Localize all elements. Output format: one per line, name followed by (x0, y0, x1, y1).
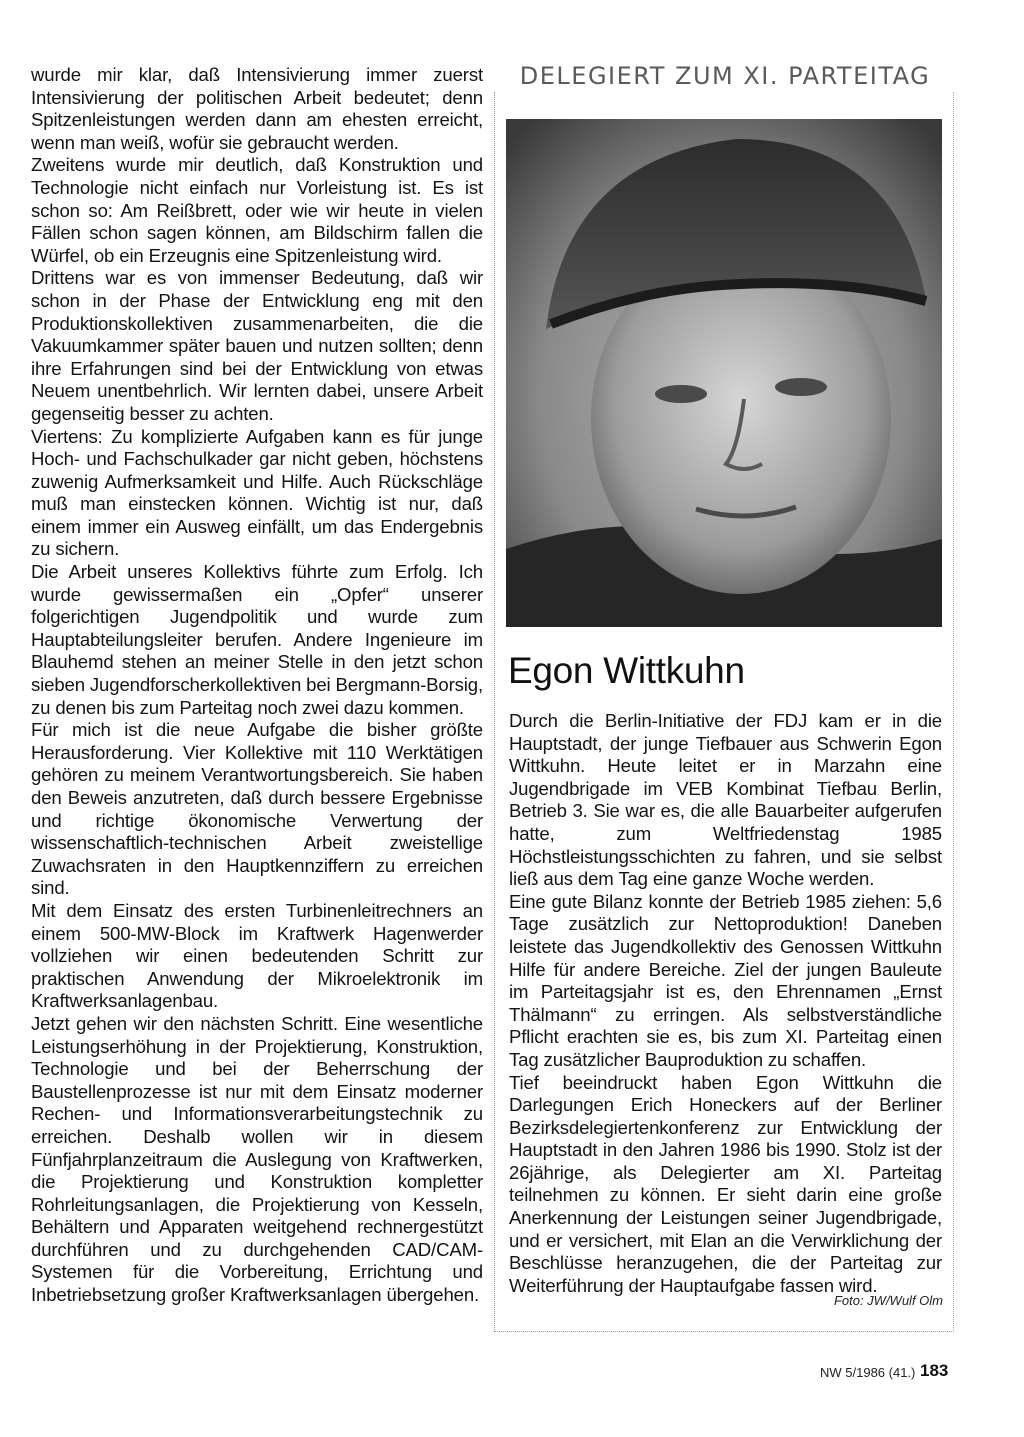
body-paragraph: Für mich ist die neue Aufgabe die bisher größte Herausforderung. Vier Kollektive mit 110 Werktätigen gehören zu meinem Verantwortungsbereich. Sie haben den Beweis anzutreten, daß durch bessere Ergebnisse und richtige ökonomische Verwertung der wissenschaftlich-technischen Arbeit zweistellige Zuwachsraten in den Hauptkennziffern zu erreichen sind. (31, 719, 483, 899)
sidebar-border-bottom (494, 1331, 954, 1332)
profile-body (509, 710, 942, 1297)
page-number: 183 (920, 1361, 949, 1380)
body-paragraph: Mit dem Einsatz des ersten Turbinenleitrechners an einem 500-MW-Block im Kraftwerk Hagenwerder vollziehen wir einen bedeutenden Schritt zur praktischen Anwendung der Mikroelektronik im Kraftwerksanlagenbau. (31, 899, 483, 1012)
issue-label: NW 5/1986 (41.) (820, 1365, 916, 1380)
article-body (31, 64, 483, 1307)
photo-credit: Foto: JW/Wulf Olm (833, 1293, 943, 1308)
body-paragraph: Jetzt gehen wir den nächsten Schritt. Eine wesentliche Leistungserhöhung in der Projektierung, Konstruktion, Technologie und bei der Beherrschung der Baustellenprozesse ist nur mit dem Einsatz moderner Rechen- und Informationsverarbeitungstechnik zu erreichen. Deshalb wollen wir in diesem Fünfjahrplanzeitraum die Auslegung von Kraftwerken, die Projektierung und Konstruktion kompletter Rohrleitungsanlagen, die Projektierung von Kesseln, Behältern und Apparaten weitgehend rechnergestützt durchführen und zu durchgehenden CAD/CAM-Systemen für die Vorbereitung, Errichtung und Inbetriebsetzung großer Kraftwerksanlagen übergehen. (31, 1012, 483, 1306)
profile-name-heading: Egon Wittkuhn (508, 650, 745, 691)
body-paragraph: Viertens: Zu komplizierte Aufgaben kann es für junge Hoch- und Fachschulkader gar nicht geben, höchstens zuwenig Aufmerksamkeit und Hilfe. Auch Rückschläge muß man einstecken können. Wichtig ist nur, daß einem immer ein Ausweg einfällt, um das Endergebnis zu sichern. (31, 425, 483, 560)
body-paragraph: wurde mir klar, daß Intensivierung immer zuerst Intensivierung der politischen Arbeit bedeutet; denn Spitzenleistungen werden dann am ehesten erreicht, wenn man weiß, wofür sie gebraucht werden. (31, 64, 483, 153)
sidebar-border-right (953, 92, 954, 1332)
profile-paragraph: Tief beeindruckt haben Egon Wittkuhn die Darlegungen Erich Honeckers auf der Berliner Bezirksdelegiertenkonferenz zur Entwicklung der Hauptstadt in den Jahren 1986 bis 1990. Stolz ist der 26jährige, als Delegierter am XI. Parteitag teilnehmen zu können. Er sieht darin eine große Anerkennung der Leistungen seiner Jugendbrigade, und er versichert, mit Elan an die Verwirklichung der Beschlüsse heranzugehen, die der Parteitag zur Weiterführung der Hauptaufgabe fassen wird. (509, 1071, 942, 1296)
body-paragraph: Zweitens wurde mir deutlich, daß Konstruktion und Technologie nicht einfach nur Vorleistung ist. Es ist schon so: Am Reißbrett, oder wie wir heute in vielen Fällen schon sagen können, am Bildschirm fallen die Würfel, ob ein Erzeugnis eine Spitzenleistung wird. (31, 154, 483, 266)
column-divider (494, 92, 495, 1332)
portrait-photo (506, 119, 942, 627)
portrait-illustration (506, 119, 942, 627)
sidebar-kicker: DELEGIERT ZUM XI. PARTEITAG (519, 62, 931, 90)
body-paragraph: Die Arbeit unseres Kollektivs führte zum Erfolg. Ich wurde gewissermaßen ein „Opfer“ unserer folgerichtigen Jugendpolitik und wurde zum Hauptabteilungsleiter berufen. Andere Ingenieure im Blauhemd stehen an meiner Stelle in den jetzt schon sieben Jugendforscherkollektiven bei Bergmann-Borsig, zu denen bis zum Parteitag noch zwei dazu kommen. (31, 561, 483, 718)
profile-paragraph: Eine gute Bilanz konnte der Betrieb 1985 ziehen: 5,6 Tage zusätzlich zur Nettoproduktion! Daneben leistete das Jugendkollektiv des Genossen Wittkuhn Hilfe für andere Bereiche. Ziel der jungen Bauleute im Parteitagsjahr ist es, den Ehrennamen „Ernst Thälmann“ zu erringen. Als selbstverständliche Pflicht erachten sie es, bis zum XI. Parteitag einen Tag zusätzlicher Bauproduktion zu schaffen. (509, 890, 942, 1070)
body-paragraph: Drittens war es von immenser Bedeutung, daß wir schon in der Phase der Entwicklung eng mit den Produktionskollektiven zusammenarbeiten, die die Vakuumkammer später bauen und nutzen sollten; denn ihre Erfahrungen sind bei der Entwicklung von etwas Neuem unentbehrlich. Wir lernten dabei, unsere Arbeit gegenseitig besser zu achten. (31, 267, 483, 424)
profile-paragraph: Durch die Berlin-Initiative der FDJ kam er in die Hauptstadt, der junge Tiefbauer aus Schwerin Egon Wittkuhn. Heute leitet er in Marzahn eine Jugendbrigade im VEB Kombinat Tiefbau Berlin, Betrieb 3. Sie war es, die alle Bauarbeiter aufgerufen hatte, zum Weltfriedenstag 1985 Höchstleistungsschichten zu fahren, und sie selbst ließ aus dem Tag eine ganze Woche werden. (509, 710, 942, 890)
